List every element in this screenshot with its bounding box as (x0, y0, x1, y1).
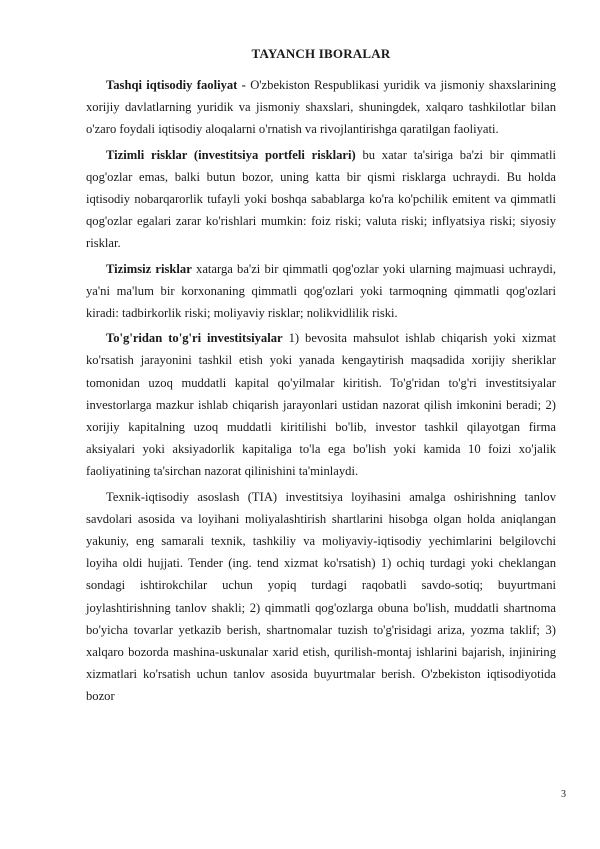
definition-text: bu xatar ta'siriga ba'zi bir qimmatli qog'ozlar emas, balki butun bozor, uning katta bir qismi risklarga uchraydi. Bu holda iqtisodiy nobarqarorlik tufayli yoki boshqa sabablarga ko'ra ko'pchilik emitent va qimmatli qog'ozlar egalari zarar ko'rishlari mumkin: foiz riski; valuta riski; inflyatsiya riski; siyosiy risklar. (86, 147, 557, 251)
paragraph-togridan-togri-investitsiyalar (86, 327, 556, 482)
paragraph-texnik-iqtisodiy-asoslash (86, 486, 556, 708)
definition-text: xatarga ba'zi bir qimmatli qog'ozlar yoki ularning majmuasi uchraydi, ya'ni ma'lum bir korxonaning qimmatli qog'ozlari yoki tarmoqning qimmatli qog'ozlari kiradi: tadbirkorlik riski; moliyaviy risklar; nolikvidlilik riski. (86, 261, 556, 321)
definition-text: Texnik-iqtisodiy asoslash (TIA) investitsiya loyihasini amalga oshirishning tanlov savdolari asosida va loyihani moliyalashtirish shartlarini hisobga olgan holda aniqlangan yakuniy, eng samarali texnik, tashkiliy va moliyaviy-iqtisodiy yechimlarini belgilovchi loyiha oldi hujjati. Tender (ing. tend xizmat ko'rsatish) 1) ochiq turdagi yoki cheklangan sondagi ishtirokchilar uchun yopiq turdagi raqobatli savdo-sotiq; buyurtmani joylashtirishning tanlov shakli; 2) qimmatli qog'ozlarga obuna bo'lish, muddatli shartnoma bo'yicha tovarlar yetkazib berish, shartnomalar tuzish to'g'risidagi ariza, yozma taklif; 3) xalqaro bozorda mashina-uskunalar xarid etish, qurilish-montaj ishlarini bajarish, injiniring xizmatlari ko'rsatish uchun tanlov asosida buyurtmalar berish. O'zbekiston iqtisodiyotida bozor (86, 489, 556, 704)
paragraph-tashqi-iqtisodiy-faoliyat (86, 74, 556, 141)
definition-text: 1) bevosita mahsulot ishlab chiqarish yoki xizmat ko'rsatish jarayonini tashkil etish yoki yanada kengaytirish maqsadida xorijiy sheriklar tomonidan uzoq muddatli kapital qo'yilmalar kiritish. To'g'ridan to'g'ri investitsiyalar investorlarga mazkur ishlab chiqarish jarayonlari ustidan nazorat qilish imkonini beradi; 2) xorijiy kapitalning uzoq muddatli kiritilishi bo'lib, investor tashkil qilayotgan firma aksiyalari yoki aksiyadorlik kapitaliga to'la ega bo'lish yoki kamida 10 foizi xo'jalik faoliyatining ta'sirchan nazorat qilinishini ta'minlaydi. (86, 331, 556, 479)
paragraph-tizimsiz-risklar (86, 258, 556, 325)
term-heading: Tizimsiz risklar (106, 261, 192, 276)
paragraph-tizimli-risklar (86, 144, 556, 255)
page-title: TAYANCH IBORALAR (251, 46, 391, 61)
document-page (86, 46, 556, 711)
definition-text: O'zbekiston Respublikasi yuridik va jismoniy shaxslarining xorijiy davlatlarning yuridik va jismoniy shaxslari, shuningdek, xalqaro tashkilotlar bilan o'zaro foydali iqtisodiy aloqalarni o'rnatish va rivojlantirishga qaratilgan faoliyati. (86, 78, 556, 137)
term-heading: Tizimli risklar (investitsiya portfeli risklari) (106, 147, 356, 162)
term-heading: To'g'ridan to'g'ri investitsiyalar (106, 331, 283, 346)
page-number: 3 (561, 789, 566, 800)
term-heading: Tashqi iqtisodiy faoliyat - (106, 78, 246, 92)
